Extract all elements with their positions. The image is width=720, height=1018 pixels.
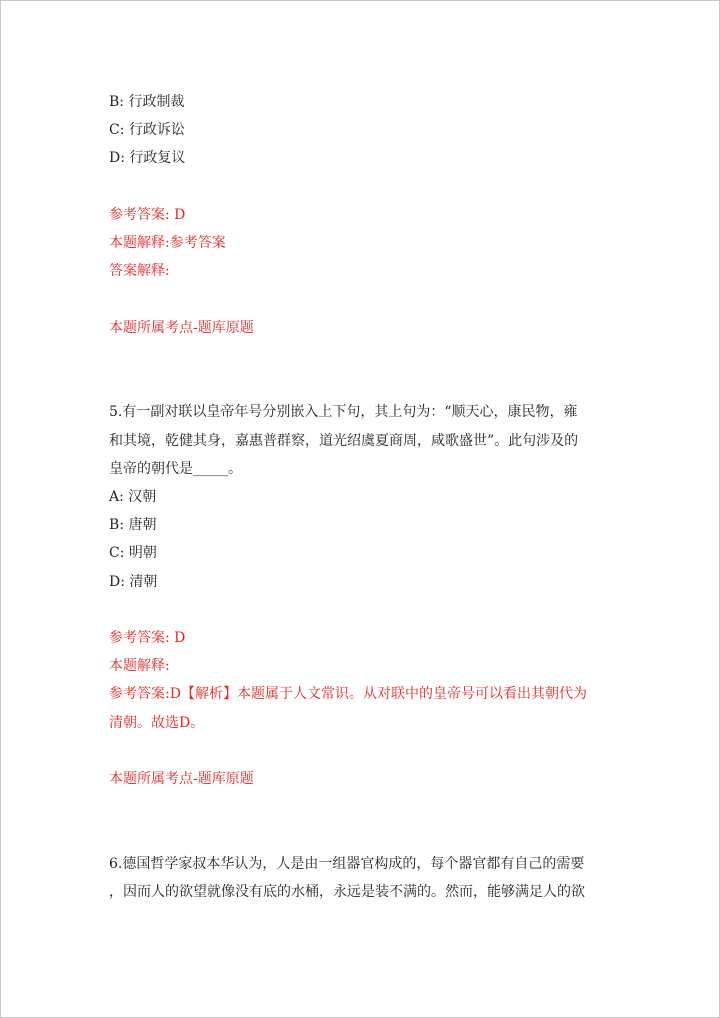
question-stem-line: 6.德国哲学家叔本华认为，人是由一组器官构成的，每个器官都有自己的需要 (109, 856, 585, 872)
option-a: A: 汉朝 (109, 489, 157, 505)
option-d: D: 行政复议 (109, 150, 186, 166)
question-stem-line: 5.有一副对联以皇帝年号分别嵌入上下句，其上句为：“顺天心，康民物，雍 (109, 404, 578, 420)
explanation-title: 本题解释: (109, 658, 170, 674)
option-b: B: 唐朝 (109, 517, 157, 533)
question-source: 本题所属考点-题库原题 (109, 771, 254, 787)
reference-answer: 参考答案: D (109, 207, 186, 223)
question-stem-line: 皇帝的朝代是_____。 (109, 461, 242, 477)
question-stem-line: 和其境，乾健其身，嘉惠普群察，道光绍虞夏商周，咸歌盛世”。此句涉及的 (109, 433, 579, 449)
option-b: B: 行政制裁 (109, 94, 185, 110)
explanation-line: 清朝。故选D。 (109, 715, 205, 731)
option-c: C: 行政诉讼 (109, 122, 185, 138)
option-c: C: 明朝 (109, 545, 157, 561)
option-d: D: 清朝 (109, 574, 158, 590)
explanation-title: 本题解释:参考答案 (109, 235, 226, 251)
explanation-line: 参考答案:D【解析】本题属于人文常识。从对联中的皇帝号可以看出其朝代为 (109, 686, 587, 702)
question-source: 本题所属考点-题库原题 (109, 320, 254, 336)
question-stem-line: ，因而人的欲望就像没有底的水桶，永远是装不满的。然而，能够满足人的欲 (109, 884, 585, 900)
answer-explanation-label: 答案解释: (109, 263, 170, 279)
reference-answer: 参考答案: D (109, 630, 186, 646)
